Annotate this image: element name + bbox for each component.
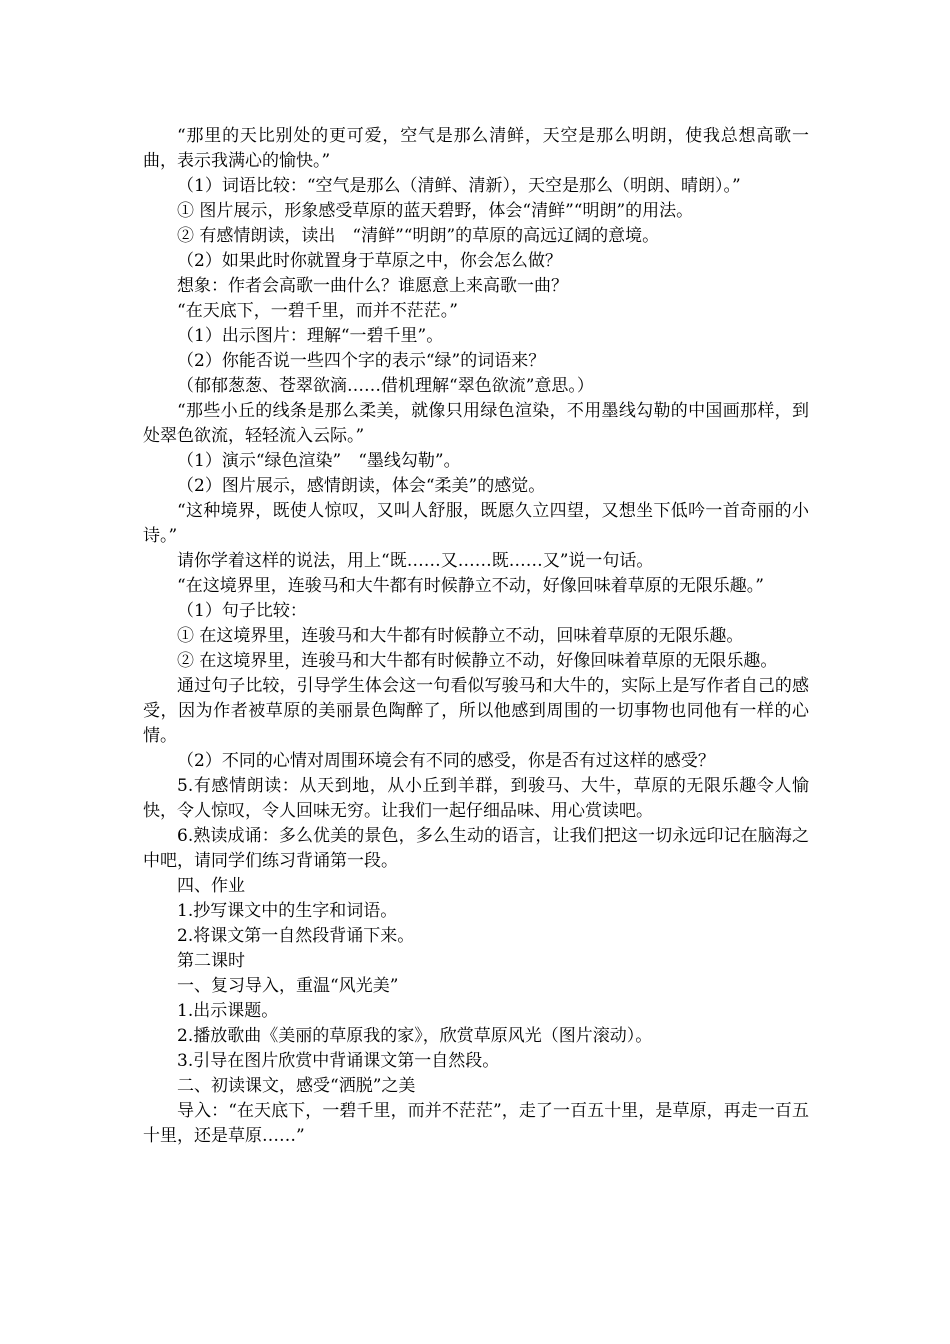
paragraph: “那里的天比别处的更可爱，空气是那么清鲜，天空是那么明朗，使我总想高歌一曲，表示我满心的愉快。” <box>143 126 809 171</box>
section-heading: 四、作业 <box>177 876 245 896</box>
paragraph: 5.有感情朗读：从天到地，从小丘到羊群，到骏马、大牛，草原的无限乐趣令人愉快，令人惊叹，令人回味无穷。让我们一起仔细品味、用心赏读吧。 <box>143 776 809 821</box>
paragraph: 2.将课文第一自然段背诵下来。 <box>177 926 415 946</box>
paragraph: （1）演示“绿色渲染” “墨线勾勒”。 <box>177 451 461 471</box>
paragraph: （1）出示图片：理解“一碧千里”。 <box>177 326 444 346</box>
paragraph: ② 在这境界里，连骏马和大牛都有时候静立不动，好像回味着草原的无限乐趣。 <box>177 651 778 671</box>
paragraph: “在这境界里，连骏马和大牛都有时候静立不动，好像回味着草原的无限乐趣。” <box>177 576 764 596</box>
paragraph: “那些小丘的线条是那么柔美，就像只用绿色渲染，不用墨线勾勒的中国画那样，到处翠色欲流，轻轻流入云际。” <box>143 401 809 446</box>
paragraph: 通过句子比较，引导学生体会这一句看似写骏马和大牛的，实际上是写作者自己的感受，因为作者被草原的美丽景色陶醉了，所以他感到周围的一切事物也同他有一样的心情。 <box>143 676 809 746</box>
paragraph: （1）词语比较：“空气是那么（清鲜、清新），天空是那么（明朗、晴朗）。” <box>177 176 741 196</box>
paragraph: 请你学着这样的说法，用上“既……又……既……又”说一句话。 <box>177 551 654 571</box>
section-heading: 二、初读课文，感受“洒脱”之美 <box>177 1076 416 1096</box>
paragraph: “这种境界，既使人惊叹，又叫人舒服，既愿久立四望，又想坐下低吟一首奇丽的小诗。” <box>143 501 809 546</box>
paragraph: 6.熟读成诵：多么优美的景色，多么生动的语言，让我们把这一切永远印记在脑海之中吧，请同学们练习背诵第一段。 <box>143 826 809 871</box>
paragraph: （2）不同的心情对周围环境会有不同的感受，你是否有过这样的感受？ <box>177 751 715 771</box>
section-heading: 第二课时 <box>177 951 245 971</box>
document-body <box>143 124 809 1149</box>
paragraph: “在天底下，一碧千里，而并不茫茫。” <box>177 301 458 321</box>
paragraph: 2.播放歌曲《美丽的草原我的家》，欣赏草原风光（图片滚动）。 <box>177 1026 653 1046</box>
paragraph: （1）句子比较： <box>177 601 307 621</box>
paragraph: （2）你能否说一些四个字的表示“绿”的词语来？ <box>177 351 546 371</box>
paragraph: 导入：“在天底下，一碧千里，而并不茫茫”，走了一百五十里，是草原，再走一百五十里，还是草原……” <box>143 1101 809 1146</box>
paragraph: ② 有感情朗读，读出 “清鲜”“明朗”的草原的高远辽阔的意境。 <box>177 226 660 246</box>
paragraph: 1.出示课题。 <box>177 1001 279 1021</box>
paragraph: 想象：作者会高歌一曲什么？谁愿意上来高歌一曲？ <box>177 276 568 296</box>
paragraph: ① 在这境界里，连骏马和大牛都有时候静立不动，回味着草原的无限乐趣。 <box>177 626 744 646</box>
paragraph: 3.引导在图片欣赏中背诵课文第一自然段。 <box>177 1051 500 1071</box>
paragraph: （郁郁葱葱、苍翠欲滴……借机理解“翠色欲流”意思。） <box>177 376 594 396</box>
paragraph: ① 图片展示，形象感受草原的蓝天碧野，体会“清鲜”“明朗”的用法。 <box>177 201 694 221</box>
paragraph: 1.抄写课文中的生字和词语。 <box>177 901 398 921</box>
paragraph: （2）如果此时你就置身于草原之中，你会怎么做？ <box>177 251 562 271</box>
paragraph: （2）图片展示，感情朗读，体会“柔美”的感觉。 <box>177 476 546 496</box>
section-heading: 一、复习导入，重温“风光美” <box>177 976 399 996</box>
